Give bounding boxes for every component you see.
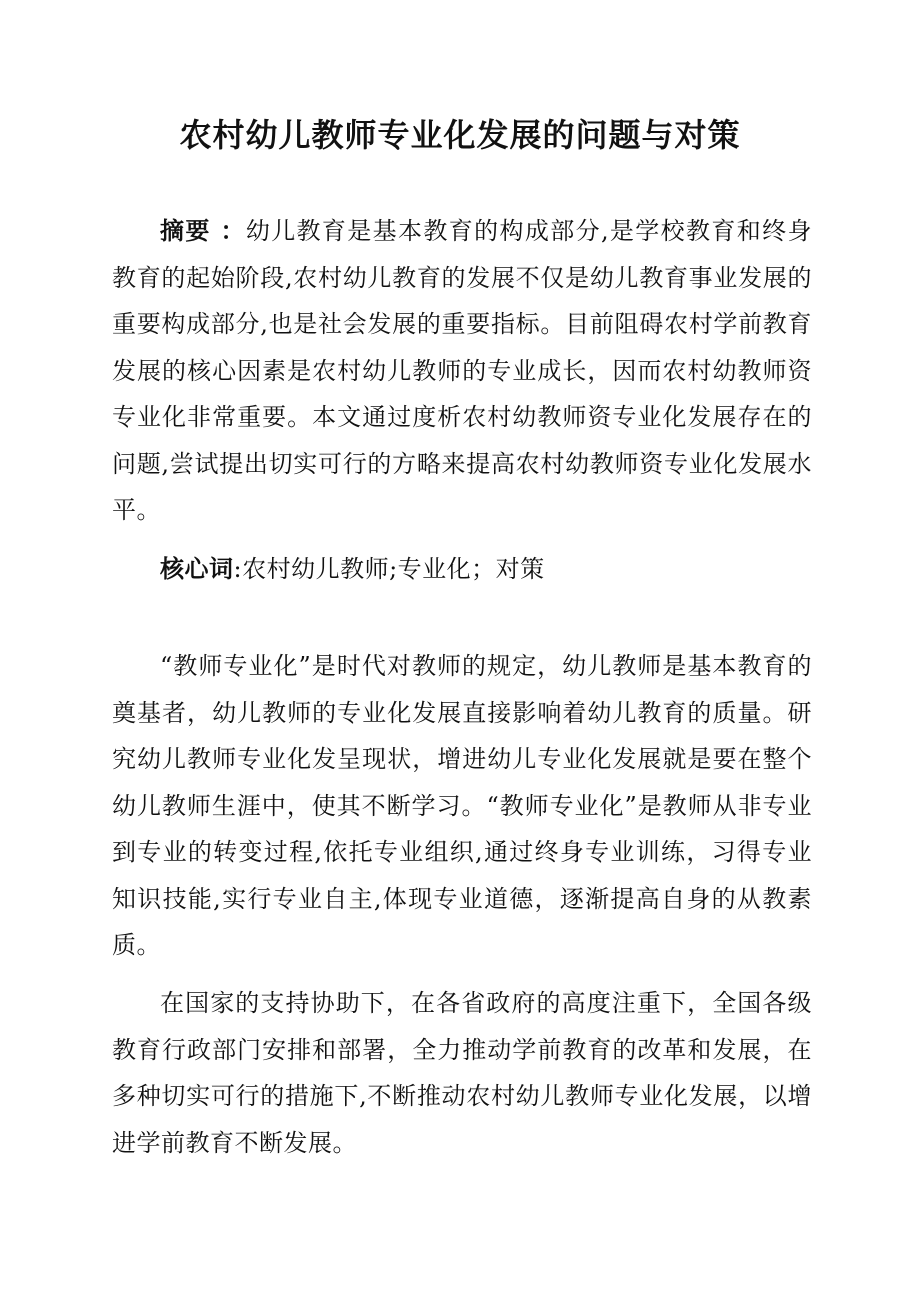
- abstract-text: 幼儿教育是基本教育的构成部分,是学校教育和终身教育的起始阶段,农村幼儿教育的发展不仅是幼儿教育事业发展的重要构成部分,也是社会发展的重要指标。目前阻碍农村学前教育发展的核心因素是农村幼儿教师的专业成长，因而农村幼教师资专业化非常重要。本文通过度析农村幼教师资专业化发展存在的问题,尝试提出切实可行的方略来提高农村幼教师资专业化发展水平。: [112, 217, 812, 524]
- keywords-paragraph: [112, 546, 812, 593]
- body-paragraph-2: 在国家的支持协助下，在各省政府的高度注重下，全国各级教育行政部门安排和部署，全力推动学前教育的改革和发展，在多种切实可行的措施下,不断推动农村幼儿教师专业化发展，以增进学前教育不断发展。: [112, 989, 812, 1157]
- body-paragraph-1: “教师专业化”是时代对教师的规定，幼儿教师是基本教育的奠基者，幼儿教师的专业化发展直接影响着幼儿教育的质量。研究幼儿教师专业化发呈现状，增进幼儿专业化发展就是要在整个幼儿教师生涯中，使其不断学习。“教师专业化”是教师从非专业到专业的转变过程,依托专业组织,通过终身专业训练，习得专业知识技能,实行专业自主,体现专业道德，逐渐提高自身的从教素质。: [112, 652, 812, 959]
- keywords-label: 核心词: [160, 555, 234, 583]
- abstract-label: 摘要 ：: [160, 217, 246, 245]
- document-title: 农村幼儿教师专业化发展的问题与对策: [179, 116, 741, 154]
- abstract-paragraph: [112, 208, 812, 534]
- keywords-text: :农村幼儿教师;专业化；对策: [233, 555, 545, 583]
